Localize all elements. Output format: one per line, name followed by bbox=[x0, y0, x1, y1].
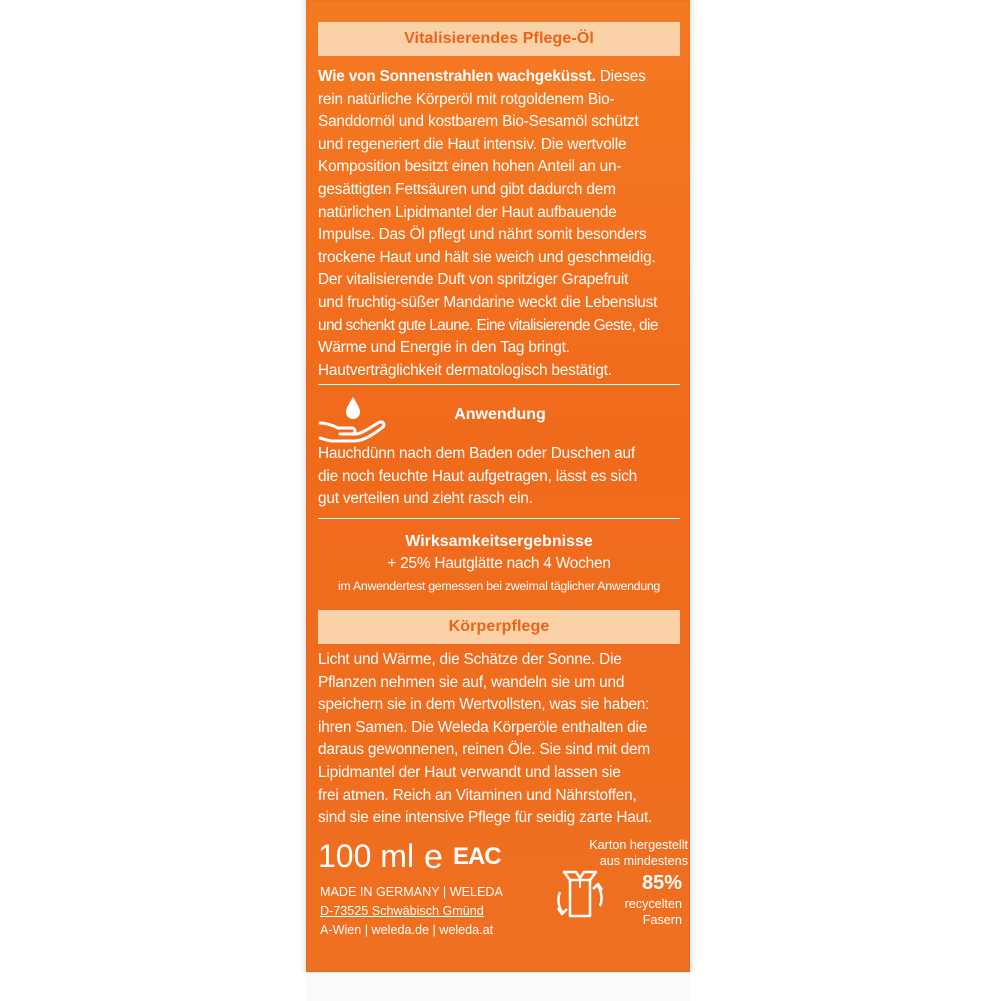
imprint-line: A-Wien | weleda.de | weleda.at bbox=[320, 923, 494, 937]
recycling-percent: 85% bbox=[641, 872, 682, 894]
recycling-line: aus mindestens bbox=[599, 854, 688, 868]
usage-heading: Anwendung bbox=[454, 406, 546, 423]
box-bottom-flap bbox=[306, 972, 690, 1001]
intro-line-1: Wie von Sonnenstrahlen wachgeküsst. Dieses bbox=[318, 68, 646, 85]
recycling-text bbox=[548, 837, 688, 869]
intro-line: Komposition besitzt einen hohen Anteil an un- bbox=[318, 158, 622, 176]
intro-line: Hautverträglichkeit dermatologisch bestätigt. bbox=[318, 361, 612, 379]
recycling-line: Karton hergestellt bbox=[589, 838, 688, 852]
intro-text bbox=[318, 66, 684, 382]
intro-line: Sanddornöl und kostbarem Bio-Sesamöl schützt bbox=[318, 113, 639, 131]
imprint bbox=[320, 883, 503, 940]
volume-value: 100 ml bbox=[318, 838, 415, 874]
section-header-body-care: Körperpflege bbox=[318, 610, 680, 644]
box-edge-right bbox=[690, 0, 696, 972]
intro-line: und fruchtig-süßer Mandarine weckt die Lebenslust bbox=[318, 293, 658, 311]
body-care-line: Lipidmantel der Haut verwandt und lassen sie bbox=[318, 763, 621, 781]
intro-line: natürlichen Lipidmantel der Haut aufbauende bbox=[318, 203, 617, 221]
body-care-line: sind sie eine intensive Pflege für seidig zarte Haut. bbox=[318, 809, 653, 827]
intro-line: Wärme und Energie in den Tag bringt. bbox=[318, 339, 570, 357]
volume-row bbox=[318, 838, 501, 875]
intro-line: Der vitalisierende Duft von spritziger Grapefruit bbox=[318, 271, 629, 289]
body-care-line: Licht und Wärme, die Schätze der Sonne. Die bbox=[318, 651, 622, 668]
estimated-sign-icon: e bbox=[424, 837, 443, 876]
usage-line: die noch feuchte Haut aufgetragen, lässt es sich bbox=[318, 467, 637, 485]
usage-text bbox=[318, 443, 684, 511]
intro-line: Impulse. Das Öl pflegt und nährt somit besonders bbox=[318, 226, 647, 244]
recycling-line: recycelten bbox=[624, 897, 682, 911]
body-care-line: frei atmen. Reich an Vitaminen und Nährstoffen, bbox=[318, 786, 637, 804]
body-care-line: speichern sie in dem Wertvollsten, was sie haben: bbox=[318, 696, 650, 714]
recycling-line: Fasern bbox=[642, 913, 682, 927]
intro-line: und regeneriert die Haut intensiv. Die wertvolle bbox=[318, 135, 627, 153]
hand-drop-icon bbox=[318, 393, 388, 443]
body-care-line: Pflanzen nehmen sie auf, wandeln sie um und bbox=[318, 673, 625, 691]
intro-line: rein natürliche Körperöl mit rotgoldenem Bio- bbox=[318, 90, 615, 108]
eac-mark: EAC bbox=[452, 842, 501, 870]
efficacy-result: + 25% Hautglätte nach 4 Wochen bbox=[387, 555, 611, 572]
body-care-line: daraus gewonnenen, reinen Öle. Sie sind mit dem bbox=[318, 741, 650, 759]
imprint-line: D-73525 Schwäbisch Gmünd bbox=[320, 904, 484, 918]
imprint-line: MADE IN GERMANY | WELEDA bbox=[320, 885, 503, 899]
usage-line: gut verteilen und zieht rasch ein. bbox=[318, 490, 533, 508]
usage-line: Hauchdünn nach dem Baden oder Duschen auf bbox=[318, 445, 635, 462]
body-care-line: ihren Samen. Die Weleda Körperöle enthalten die bbox=[318, 718, 648, 736]
section-header-product: Vitalisierendes Pflege-Öl bbox=[318, 22, 680, 56]
recycled-box-icon bbox=[548, 866, 614, 930]
body-care-text bbox=[318, 649, 684, 830]
divider bbox=[318, 384, 680, 385]
intro-bold: Wie von Sonnenstrahlen wachgeküsst. bbox=[318, 68, 596, 85]
efficacy-note: im Anwendertest gemessen bei zweimal täglicher Anwendung bbox=[337, 579, 661, 593]
intro-line: und schenkt gute Laune. Eine vitalisierende Geste, die bbox=[318, 316, 658, 334]
divider bbox=[318, 518, 680, 519]
intro-line: trockene Haut und hält sie weich und geschmeidig. bbox=[318, 248, 656, 266]
efficacy-heading: Wirksamkeitsergebnisse bbox=[405, 533, 593, 550]
intro-line: gesättigten Fettsäuren und gibt dadurch dem bbox=[318, 180, 616, 198]
